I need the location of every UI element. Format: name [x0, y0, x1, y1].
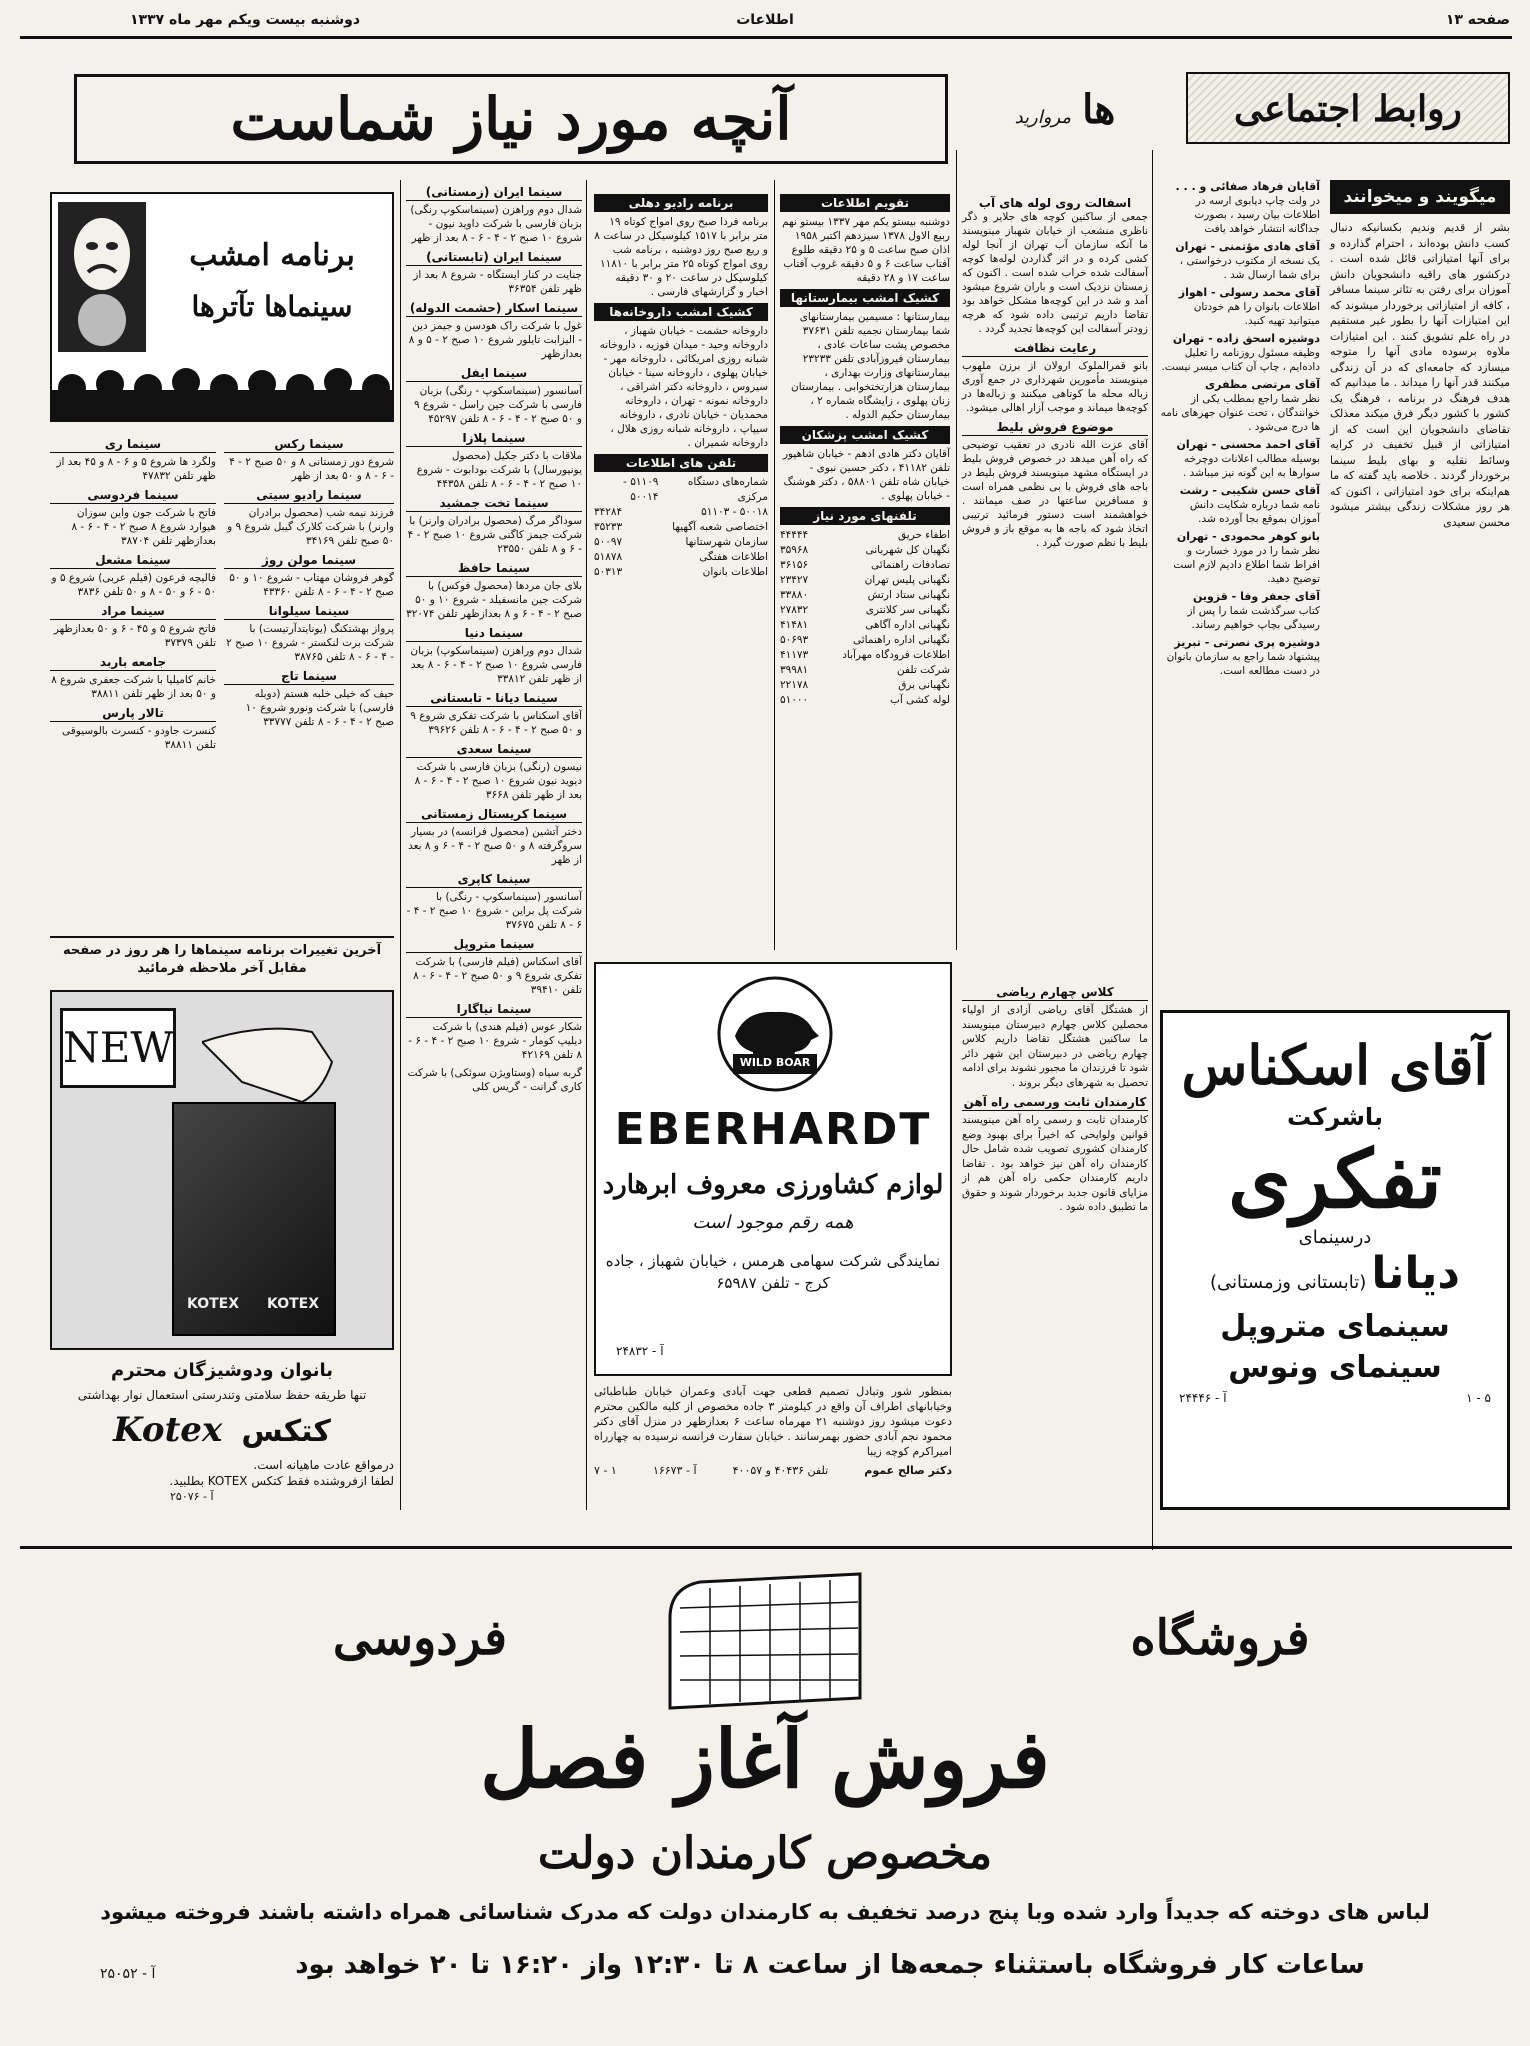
- social-note-title: بانو کوهر محمودی - تهران: [1176, 530, 1320, 543]
- cinema-details: خانم کامیلیا با شرکت جعفری شروع ۸ و ۵۰ بعد از ظهر تلفن ۳۸۸۱۱: [51, 674, 216, 700]
- cinema-name: سینما سعدی: [406, 741, 582, 758]
- phone-row: [780, 648, 950, 663]
- cinema-name: سینما سیلوانا: [224, 603, 394, 620]
- phone-number: ۵۱۱۰۹ - ۵۰۰۱۴: [623, 476, 659, 503]
- phone-row: [780, 588, 950, 603]
- program-title-2: سینماها تآترها: [191, 290, 353, 323]
- phone-row: [594, 505, 768, 520]
- eberhardt-farsi: لوازم کشاورزی معروف ابرهارد: [602, 1170, 944, 1200]
- pharmacies-body: داروخانه حشمت - خیابان شهباز ، داروخانه وحید - میدان فوزیه ، داروخانه شبانه روزی امریکائی ، داروخانه مهر - خیابان پهلوی ، داروخانه سینا - خیابان سیروس ، داروخانه دکتر اشراقی ، داروخانه نمونه - تهران ، داروخانه محمدیان - خیابان نادری ، داروخانه سیپاپ ، داروخانه شبانه روزی هلال ، داروخانه شمیران .: [599, 325, 768, 449]
- eberhardt-address: نمایندگی شرکت سهامی هرمس ، خیابان شهباز ، جاده کرج - تلفن ۶۵۹۸۷: [605, 1252, 941, 1292]
- kotex-brand: [50, 1410, 394, 1450]
- col-rule-4: [586, 180, 587, 1510]
- social-note-title: آقای مرتضی مظفری: [1205, 378, 1320, 391]
- social-banner: [1186, 72, 1510, 144]
- phone-label: سازمان شهرستانها: [685, 536, 768, 548]
- phone-number: ۳۵۹۶۸: [780, 544, 809, 556]
- col-rule-1: [1152, 150, 1153, 1550]
- cinema-name: سینما رکس: [224, 436, 394, 453]
- eberhardt-stock: همه رقم موجود است: [692, 1212, 854, 1233]
- cinema-details: سوداگر مرگ (محصول برادران وارنر) با شرکت جیمز کاگنی شروع ۱۰ صبح ۲ - ۴ - ۶ و ۸ تلفن ۲۳۵۵۰: [407, 515, 582, 555]
- social-note-title: آقای محمد رسولی - اهواز: [1178, 286, 1320, 299]
- phone-row: [780, 678, 950, 693]
- social-note-body: نظر شما را در مورد خسارت و افراط شما اطلاع دادیم لازم است توضیح دهید.: [1173, 545, 1320, 585]
- hospitals-title: کشیک امشب بیمارستانها: [780, 289, 950, 307]
- col-rule-3: [774, 180, 775, 950]
- cinema-name: سینما ایران (تابستانی): [406, 249, 582, 266]
- social-note-title: آقای حسن شکیبی - رشت: [1179, 484, 1320, 497]
- pearls-body1: بانو قمرالملوک ارولان از برزن ملهوب مینویسند مأمورین شهرداری در جمع آوری زباله محله ما کوتاهی میکنند و زباله‌ها در کوچه‌ها میماند و موجب آزار اهالی میشود.: [962, 360, 1148, 414]
- world-banner-title: آنچه مورد نیاز شماست: [230, 85, 792, 153]
- pearls-sub2: موضوع فروش بلیط: [962, 419, 1148, 436]
- phone-number: ۲۳۴۲۷: [780, 574, 809, 586]
- audience-silhouette-icon: [52, 360, 392, 420]
- phone-label: ۵۰۰۱۸ - ۵۱۱۰۳: [701, 506, 768, 518]
- cinema-name: سینما کریستال زمستانی: [406, 806, 582, 823]
- kotex-box-label-1: KOTEX: [186, 1296, 240, 1312]
- program-banner: [50, 192, 394, 422]
- phone-row: [594, 535, 768, 550]
- social-note: [1160, 286, 1320, 328]
- phone-row: [594, 565, 768, 580]
- phone-label: شماره‌های دستگاه مرکزی: [687, 476, 768, 503]
- phone-number: ۵۱۰۰۰: [780, 694, 809, 706]
- cinemas-mid-column: [406, 180, 582, 1098]
- phone-number: ۴۴۴۴۴: [780, 529, 809, 541]
- notice-body: بمنظور شور وتبادل تصمیم قطعی جهت آبادی وعمران خیابان طباطبائی وخیابانهای اطراف آن واقع در کیلومتر ۳ جاده مخصوص از کلیه مالکین محترم دعوت میشود روز دوشنبه ۲۱ مهرماه ساعت ۶ بعدازظهر در منزل آقای دکتر محمود نجم آبادی حضور بهمرسانند . خیابان سفارت فرانسه نرسیده به چهارراه امیراکرم کوچه زیبا: [594, 1385, 953, 1458]
- cinema-listing: [406, 806, 582, 867]
- social-banner-title: روابط اجتماعی: [1234, 88, 1462, 130]
- hospitals-body: بیمارستانها : مسیمین بیمارستانهای شما بیمارستان نجمیه تلفن ۳۷۶۳۱ مخصوص پشت ساعات عادی ، بیمارستان فیروزآبادی تلفن ۲۳۲۳۳ بیمارستانهای وزارت بهداری ، بیمارستان هزارتختخوابی . بیمارستان زنان پهلوی ، زایشگاه شماره ۲ ، بیمارستان حکیم الدوله .: [791, 311, 950, 421]
- cinema-details: نیسون (رنگی) بزبان فارسی با شرکت دیوید نیون شروع ۱۰ صبح ۲ - ۴ - ۶ - ۸ بعد از ظهر تلفن ۳۶۶۸: [414, 761, 582, 801]
- cinema-name: سینما کاپری: [406, 871, 582, 888]
- cinema-details: شدال دوم وراهزن (سینماسکوپ رنگی) بزبان فارسی با شرکت داوید نیون - شروع ۱۰ صبح ۲ - ۴ - ۶ - ۸ بعد از ظهر: [410, 204, 582, 244]
- skenas-code2: ۱ - ۵: [1466, 1391, 1491, 1405]
- cinema-details: کنسرت جاودو - کنسرت بالوسیوقی تلفن ۳۸۸۱۱: [62, 725, 216, 751]
- cinema-details: شروع دور زمستانی ۸ و ۵۰ صبح ۲ - ۴ - ۶ - ۸ و ۵۰ بعد از ظهر: [229, 456, 394, 482]
- phone-label: نگهبانی اداره آگاهی: [865, 619, 950, 631]
- skenas-code1: آ - ۲۴۴۴۶: [1179, 1391, 1227, 1405]
- social-notes: [1160, 180, 1320, 678]
- store-building-icon: [660, 1568, 870, 1718]
- doctors-body: آقایان دکتر هادی ادهم - خیابان شاهپور تلفن ۴۱۱۸۲ ، دکتر حسین نبوی - خیابان شاه تلفن ۵۸۸۰۱ ، دکتر هوشنگ - خیابان پهلوی .: [782, 448, 950, 502]
- calendar-column: [780, 190, 950, 708]
- phone-number: ۳۴۲۸۴: [594, 506, 623, 518]
- kotex-ad: [50, 990, 394, 1503]
- phone-number: ۲۷۸۳۲: [780, 604, 809, 616]
- kotex-box: [172, 1102, 336, 1336]
- phone-number: ۳۶۱۵۶: [780, 559, 809, 571]
- kotex-box-label-2: KOTEX: [266, 1296, 320, 1312]
- phone-row: [594, 520, 768, 535]
- kotex-line1: درمواقع عادت ماهیانه است.: [253, 1458, 394, 1472]
- cinema-name: تالار پارس: [50, 705, 216, 722]
- radio-column: [594, 190, 768, 580]
- ferdowsi-name: فردوسی: [332, 1610, 508, 1666]
- col-rule-5: [400, 180, 401, 1510]
- cinema-listing: [406, 249, 582, 296]
- social-note-body: پیشنهاد شما راجع به سازمان بانوان در دست مطالعه است.: [1166, 651, 1320, 677]
- program-column-b: [224, 432, 394, 733]
- social-note-body: بوسیله مطالب اعلانات دوچرخه سوارها به این گونه نیز میباشد .: [1182, 453, 1320, 479]
- phone-label: اطفاء حریق: [897, 529, 950, 541]
- skenas-title: آقای اسکناس: [1181, 1033, 1489, 1097]
- cinema-details: پرواز بهشتکنگ (یونایتدآرتیست) با شرکت برت لنکستر - شروع ۱۰ صبح ۲ - ۴ - ۶ - ۸ تلفن ۳۸۷۶۵: [226, 623, 394, 663]
- pearls-sub4: کارمندان ثابت ورسمی راه آهن: [963, 1095, 1147, 1109]
- phone-row: [780, 573, 950, 588]
- social-column: [1160, 180, 1320, 682]
- social-note-title: دوشیزه پری نصرتی - تبریز: [1174, 636, 1320, 649]
- pearls-body3: از هشتگل آقای ریاضی آزادی از اولیاء محصلین کلاس چهارم دبیرستان مینویسند ما ساکنین هشتگل تقاضا داریم کلاس چهارم ریاضی در دبیرستان این شهر دائر شود تا فرزندان ما مجبور نشوند برای ادامه تحصیل به شهرهای دیگر بروند .: [962, 1004, 1148, 1089]
- phones-title: تلفنهای مورد نیاز: [780, 507, 950, 525]
- cinema-listing: [406, 560, 582, 621]
- cinema-name: سینما دیانا - تابستانی: [406, 690, 582, 707]
- notice-code2: ۱ - ۷: [594, 1464, 617, 1477]
- phone-label: تصادفات راهنمائی: [871, 559, 950, 571]
- program-listing: [224, 668, 394, 729]
- phone-row: [594, 550, 768, 565]
- phone-row: [780, 663, 950, 678]
- cinema-listing: [406, 430, 582, 491]
- header-rule: [20, 36, 1512, 39]
- cinema-details: شدال دوم وراهزن (سینماسکوپ) بزبان فارسی شروع ۱۰ صبح ۲ - ۴ - ۶ - ۸ بعد از ظهر تلفن ۳۳۸۱۲: [410, 645, 582, 685]
- ferdowsi-store: فروشگاه: [1130, 1610, 1310, 1666]
- ettelaat-phones-title: تلفن های اطلاعات: [594, 454, 768, 472]
- kotex-code: آ - ۲۵۰۷۶: [170, 1490, 214, 1503]
- program-column-a: [50, 432, 216, 756]
- program-listing: [50, 487, 216, 548]
- cinema-details: آقای اسکناس با شرکت تفکری شروع ۹ و ۵۰ صبح ۲ - ۴ - ۶ - ۸ تلفن ۳۹۶۲۶: [410, 710, 582, 736]
- program-listing: [224, 436, 394, 483]
- issue-date: دوشنبه بیست ویکم مهر ماه ۱۳۳۷: [130, 12, 361, 28]
- cinema-details: حیف که خیلی خلبه هستم (دوبله فارسی) با شرکت ونورو شروع ۱۰ صبح ۲ - ۴ - ۶ - ۸ تلفن ۳۳۷۷۷: [245, 688, 394, 728]
- phones-list: [780, 528, 950, 708]
- phone-row: [780, 528, 950, 543]
- cinema-details: آسانسور (سینماسکوپ - رنگی) با شرکت پل براین - شروع ۱۰ صبح ۲ - ۴ - ۶ - ۸ تلفن ۳۷۶۷۵: [406, 891, 582, 931]
- social-note: [1160, 240, 1320, 282]
- phone-number: ۵۰۰۹۷: [594, 536, 623, 548]
- phone-number: ۳۳۸۸۰: [780, 589, 809, 601]
- social-note-body: نامه شما درباره شکایت دانش آموزان بموقع بجا آورده شد.: [1189, 499, 1320, 525]
- cinema-details: فاتح شروع ۵ و ۴۵ - ۶ و ۵۰ بعدازظهر تلفن ۳۷۳۷۹: [53, 623, 216, 649]
- kotex-sub: تنها طریقه حفظ سلامتی وتندرستی استعمال نوار بهداشتی: [77, 1388, 367, 1402]
- social-note-body: نظر شما راجع بمطلب یکی از خوانندگان ، تحت عنوان جهرهای نامه ها درج می‌شود .: [1160, 393, 1320, 433]
- cinema-name: سینما مشعل: [50, 552, 216, 569]
- ferdowsi-line1: لباس های دوخته که جدیداً وارد شده وبا پنج درصد تخفیف به کارمندان دولت که مدرک شناسائی همراه داشته باشند فروخته میشود: [100, 1900, 1430, 1924]
- ferdowsi-code: آ - ۲۵۰۵۲: [100, 1966, 156, 1982]
- pearls-body4: کارمندان ثابت و رسمی راه آهن مینویسند قوانین ولوایحی که اخیراً برای بهبود وضع کارمندان کشوری تصویب شده شامل حال کارمندان راه آهن نیز خواهد بود . تقاضا داریم کارمندان حکمی راه آهن هم از مزایای قانون جدید برخوردار شوند و حقوق ما تطبیق داده شود .: [962, 1114, 1148, 1213]
- notice: [594, 1384, 952, 1504]
- page-number: صفحه ۱۳: [1445, 12, 1510, 28]
- phone-number: ۳۵۲۳۳: [594, 521, 623, 533]
- cinema-name: سینما ایران (زمستانی): [406, 184, 582, 201]
- pearl-banner-title: ها: [1082, 86, 1116, 133]
- social-note: [1160, 484, 1320, 526]
- phone-label: اختصاصی شعبه آگهیها: [672, 521, 768, 533]
- program-listing: [224, 487, 394, 548]
- col-rule-2: [956, 150, 957, 950]
- skenas-diana-sub: (تابستانی وزمستانی): [1209, 1272, 1367, 1293]
- phone-row: [780, 543, 950, 558]
- cinema-name: سینما متروپل: [406, 936, 582, 953]
- phone-label: اطلاعات بانوان: [702, 566, 768, 578]
- program-listing: [50, 603, 216, 650]
- program-listing: [50, 654, 216, 701]
- cinema-details: دختر آتشین (محصول فرانسه) در بسیار سروگرفته ۸ و ۵۰ صبح ۲ - ۴ - ۶ و ۸ بعد از ظهر: [408, 826, 582, 866]
- social-note: [1160, 530, 1320, 586]
- cinema-name: سینما اسکار (حشمت الدوله): [406, 300, 582, 317]
- phone-label: شرکت تلفن: [897, 664, 950, 676]
- cinema-name: سینما پلازا: [406, 430, 582, 447]
- cinema-name: سینما مولن روژ: [224, 552, 394, 569]
- social-note-title: آقایان فرهاد صفائی و . . .: [1175, 180, 1320, 193]
- cinema-details: شکار عوس (فیلم هندی) با شرکت دیلیپ کومار - شروع ۱۰ صبح ۲ - ۴ - ۶ - ۸ تلفن ۴۲۱۶۹: [408, 1021, 582, 1061]
- phone-label: نگهبانی پلیس تهران: [864, 574, 950, 586]
- cinema-name: سینما تاج: [224, 668, 394, 685]
- radio-body: برنامه فردا صبح روی امواج کوتاه ۱۹ متر برابر با ۱۵۱۷ کیلوسیکل در ساعت ۸ و ربع صبح روز دوشنبه ، برنامه شب روی امواج کوتاه ۲۵ متر برابر با ۱۱۸۱۰ کیلوسیکل در ساعت ۲۰ و ۳۰ دقیقه اخبار و گزارشهای فارسی .: [594, 216, 768, 298]
- social-note-title: آقای جعفر وفا - قزوین: [1192, 590, 1320, 603]
- social-note: [1160, 438, 1320, 480]
- cinema-details: فاتح با شرکت جون واین سوزان هیوارد شروع ۸ صبح ۲ - ۴ - ۶ - ۸ بعدازظهر تلفن ۳۸۷۰۴: [71, 507, 216, 547]
- phone-label: اطلاعات فرودگاه مهرآباد: [842, 649, 950, 661]
- pearls-body: جمعی از ساکنین کوچه های جلایر و ذگر ناظری منشعب از خیابان شهباز مینویسند ما آنکه سازمان آب تهران از آنجا لوله کشی کرده و در اثر گذاردن لوله‌ها کوچه آسفالت شده خراب شده است . اکنون که زمستان نزدیک است و باران شروع میشود آمد و شد در این کوچه‌ها مشکل خواهد بود تقاضا داریم ترتیبی داده شود که هرچه زودتر آسفالت این کوچه‌ها تجدید گردد .: [962, 211, 1148, 335]
- pearls-column-lower: [962, 980, 1148, 1215]
- social-note: [1160, 636, 1320, 678]
- pearl-banner-sub: مروارید: [1014, 107, 1072, 128]
- paper-name: اطلاعات: [736, 12, 794, 28]
- eberhardt-code: آ - ۲۴۸۳۲: [616, 1344, 664, 1358]
- pharmacies-title: کشیک امشب داروخانه‌ها: [594, 303, 768, 321]
- skenas-codes: [1163, 1385, 1507, 1405]
- phone-number: ۵۰۶۹۳: [780, 634, 809, 646]
- doctors-title: کشیک امشب پزشکان: [780, 426, 950, 444]
- skenas-name: تفکری: [1228, 1132, 1442, 1226]
- notice-code1: آ - ۱۶۶۷۳: [652, 1464, 697, 1477]
- cinema-name: سینما فردوسی: [50, 487, 216, 504]
- pearl-banner: [970, 86, 1160, 142]
- cinema-name: سینما نیاگارا: [406, 1001, 582, 1018]
- phone-number: ۴۱۱۷۳: [780, 649, 809, 661]
- cinema-details: ملاقات با دکتر جکیل (محصول یونیورسال) با شرکت بودابوت - شروع ۱۰ صبح ۲ - ۴ - ۶ - ۸ تلفن ۴۴۳۵۸: [416, 450, 582, 490]
- cinema-listing: [406, 184, 582, 245]
- cinema-details: آسانسور (سینماسکوپ - رنگی) بزبان فارسی با شرکت جین راسل - شروع ۹ و ۵۰ صبح ۲ - ۴ - ۶ - ۸ تلفن ۴۵۲۹۷: [414, 385, 582, 425]
- cinema-listing: [406, 300, 582, 361]
- social-note-body: وظیفه مسئول روزنامه را تعلیل داده‌ایم ، چاپ آن کتاب میسر نیست.: [1161, 347, 1320, 373]
- phone-label: نگهبانی ستاد ارتش: [867, 589, 950, 601]
- cinema-details: ولگرد ها شروع ۵ و ۶ - ۸ و ۴۵ بعد از ظهر تلفن ۴۷۸۳۲: [56, 456, 216, 482]
- cinema-listing: [406, 1001, 582, 1062]
- cinema-details: جنایت در کنار ایستگاه - شروع ۸ بعد از ظهر تلفن ۳۶۳۵۴: [413, 269, 582, 295]
- cinema-details: غول با شرکت راک هودسن و جیمز دین - الیزابت تایلور شروع ۱۰ صبح ۲ - ۵ و ۸ بعدازظهر: [408, 320, 582, 360]
- cinema-listing: [406, 871, 582, 932]
- notice-phone: تلفن ۴۰۴۳۶ و ۴۰۰۵۷: [732, 1464, 829, 1477]
- social-note-title: آقای هادی مؤتمنی - تهران: [1175, 240, 1320, 253]
- pearls-column: [962, 196, 1148, 550]
- cinema-name: سینما تخت جمشید: [406, 495, 582, 512]
- phone-number: ۳۹۹۸۱: [780, 664, 809, 676]
- social-note-title: آقای احمد محسنی - تهران: [1176, 438, 1320, 451]
- social-note-title: دوشیزه اسحق زاده - تهران: [1172, 332, 1320, 345]
- skenas-ad: [1160, 1010, 1510, 1510]
- phone-number: ۴۱۴۸۱: [780, 619, 809, 631]
- phone-label: نگهبانی اداره راهنمائی: [853, 634, 950, 646]
- pearls-body2: آقای عزت الله نادری در تعقیب توضیحی که راه آهن میدهد در خصوص فروش بلیط در ایستگاه مشهد مینویسند فروش بلیط در باجه های فروش با بی نظمی همراه است و مسافرین ساعتها در صف میمانند . خواهشمند است دستور فرمائید ترتیبی اتخاذ شود که باجه ها به موقع باز و فروش بلیط با نظم صورت گیرد .: [962, 439, 1148, 549]
- kotex-brand-farsi: کتکس: [241, 1414, 331, 1449]
- phone-number: ۵۰۳۱۳: [594, 566, 623, 578]
- cinema-details: فالیچه فرعون (فیلم عربی) شروع ۵ و ۵۰ - ۶ و ۵۰ - ۸ و ۵۰ تلفن ۳۸۳۶: [51, 572, 216, 598]
- cinema-name: سینما رادیو سیتی: [224, 487, 394, 504]
- program-listing: [50, 436, 216, 483]
- cinema-name: سینما حافظ: [406, 560, 582, 577]
- program-footer: آخرین تغییرات برنامه سینماها را هر روز در صفحه مقابل آخر ملاحظه فرمائید: [50, 936, 394, 978]
- radio-title: برنامه رادیو دهلی: [594, 194, 768, 212]
- eberhardt-badge: WILD BOAR: [739, 1056, 811, 1069]
- skenas-metropol: سینمای متروپل: [1220, 1309, 1450, 1344]
- eberhardt-brand: EBERHARDT: [614, 1104, 932, 1155]
- cinema-listing: [406, 690, 582, 737]
- eberhardt-ad: [594, 962, 952, 1376]
- ferdowsi-for: مخصوص کارمندان دولت: [537, 1828, 993, 1879]
- social-note-body: کتاب سرگذشت شما را پس از رسیدگی بچاپ خواهیم رساند.: [1187, 605, 1320, 631]
- skenas-with: باشرکت: [1287, 1103, 1383, 1131]
- notice-footer: [594, 1463, 952, 1478]
- notice-sign: دکتر صالح عموم: [864, 1464, 952, 1477]
- kotex-line2: لطفا ازفروشنده فقط کتکس KOTEX بطلبید.: [169, 1474, 394, 1488]
- phone-label: نگهبان کل شهربانی: [865, 544, 950, 556]
- program-listing: [224, 552, 394, 599]
- letters-title: میگویند و میخوانند: [1330, 180, 1510, 214]
- pearls-sub1: رعایت نظافت: [962, 340, 1148, 357]
- cinema-details: گوهر فروشان مهتاب - شروع ۱۰ و ۵۰ صبح ۲ - ۴ - ۶ - ۸ تلفن ۴۳۳۶۰: [229, 572, 394, 598]
- kotex-new-badge: NEW: [60, 1008, 176, 1088]
- social-note-body: یک نسخه از مکتوب درخواستی ، برای شما ارسال شد .: [1179, 255, 1320, 281]
- cinema-name: سینما ری: [50, 436, 216, 453]
- calendar-body: دوشنبه بیستو یکم مهر ۱۳۳۷ بیستو نهم ربیع الاول ۱۳۷۸ سیزدهم اکتبر ۱۹۵۸ اذان صبح ساعت ۵ و ۲۵ دقیقه طلوع آفتاب ساعت ۶ و ۵ دقیقه غروب آفتاب ساعت ۱۷ و ۲۸ دقیقه: [782, 216, 950, 284]
- social-note: [1160, 590, 1320, 632]
- social-note: [1160, 332, 1320, 374]
- social-note-body: اطلاعات بانوان را هم خودتان میتوانید تهیه کنید.: [1193, 301, 1320, 327]
- cinema-listing: [406, 741, 582, 802]
- phone-row: [780, 558, 950, 573]
- cinema-details: آقای اسکناس (فیلم فارسی) با شرکت تفکری شروع ۹ و ۵۰ صبح ۲ - ۴ - ۶ - ۸ تلفن ۳۹۴۱۰: [413, 956, 582, 996]
- skenas-diana: دیانا: [1371, 1248, 1461, 1299]
- cinema-name: سینما ایفل: [406, 365, 582, 382]
- phone-label: لوله کشی آب: [889, 694, 950, 706]
- program-listing: [50, 705, 216, 752]
- letters-column: [1330, 180, 1510, 530]
- ferdowsi-sale: فروش آغاز فصل: [480, 1712, 1050, 1806]
- cinema-name: جامعه باربد: [50, 654, 216, 671]
- hand-icon: [202, 1002, 342, 1112]
- letters-body: بشر از قدیم وندیم بکسانیکه دنبال کسب دانش بوده‌اند ، احترام گذارده و برای آنها امتیازاتی قائل شده است . درکشور های راقیه دانشجویان دانش آموزان برای رفتن به تئاتر سینما مسافر ، کافه از امتیازاتی برخوردار میشوند که این امتیازات آنها را بطور غیر مستقیم در راه علم تشویق کنند . این امتیازات ملاوه برسوده مادی آنها را متوجه میسازد که جامعه‌ای که در آن زندگی میکنند قدر آنها را میداند . ما میدانیم که هدف فرهنگ در برنامه ، فرهنگ یک کشور با کشور دیگر فرق میکند معذلک تقاضای دانشجویان این است که از امتیازاتی از قبیل تخفیف در کرایه وسائط نقلیه و بهای بلیط سینما برخوردار گردند . خلاصه باید گفته که ما هم‌اینکه برای خود امتیازاتی ، اکنون که هر روز مشکلات زندگی بیشتر میشود محسن سعیدی: [1330, 221, 1510, 529]
- cinema-listing: [406, 936, 582, 997]
- kotex-photo: [50, 990, 394, 1350]
- program-listing: [50, 552, 216, 599]
- calendar-title: تقویم اطلاعات: [780, 194, 950, 212]
- social-note-body: در ولت چاپ دیابوی ارسه در اطلاعات بیان رسید ، بصورت جداگانه انتشار خواهد یافت: [1194, 195, 1320, 235]
- cinema-listing: [406, 365, 582, 426]
- world-banner: [74, 74, 948, 164]
- phone-label: نگهبانی برق: [898, 679, 950, 691]
- phone-row: [780, 693, 950, 708]
- phone-number: ۲۲۱۷۸: [780, 679, 809, 691]
- cinema-name: سینما دنیا: [406, 625, 582, 642]
- phone-number: ۵۱۸۷۸: [594, 551, 623, 563]
- phone-label: نگهبانی سر کلانتری: [865, 604, 950, 616]
- phone-row: [594, 475, 768, 505]
- cinema-listing: [406, 495, 582, 556]
- ferdowsi-line2: ساعات کار فروشگاه باستثناء جمعه‌ها از ساعت ۸ تا ۱۲:۳۰ واز ۱۶:۲۰ تا ۲۰ خواهد بود: [295, 1950, 1365, 1980]
- program-listing: [224, 603, 394, 664]
- cinema-details: بلای جان مردها (محصول فوکس) با شرکت جین مانسفیلد - شروع ۱۰ و ۵۰ صبح ۲ - ۴ - ۶ و ۸ بعدازظهر تلفن ۳۲۰۷۴: [406, 580, 582, 620]
- skenas-venus: سینمای ونوس: [1228, 1350, 1442, 1385]
- pearls-sub3: کلاس چهارم ریاضی: [962, 984, 1148, 1001]
- cinema-details: فرزند نیمه شب (محصول برادران وارنر) با شرکت کلارک گیبل شروع ۹ و ۵۰ صبح تلفن ۳۴۱۶۹: [227, 507, 394, 547]
- wild-boar-icon: [715, 974, 835, 1094]
- kotex-brand-latin: Kotex: [113, 1410, 223, 1450]
- kotex-title: بانوان ودوشیزگان محترم: [111, 1360, 333, 1381]
- cinemas-footer: گربه سیاه (وستاویژن سوئکی) با شرکت کاری گرانت - گریس کلی: [407, 1067, 582, 1093]
- phone-label: اطلاعات هفتگی: [699, 551, 768, 563]
- bottom-rule: [20, 1546, 1512, 1549]
- phone-row: [780, 618, 950, 633]
- program-title-1: برنامه امشب: [189, 238, 355, 273]
- cinema-listing: [406, 625, 582, 686]
- theatre-masks-icon: [58, 202, 146, 352]
- social-note: [1160, 180, 1320, 236]
- cinema-name: سینما مراد: [50, 603, 216, 620]
- skenas-cinema-label: درسینمای: [1298, 1227, 1372, 1248]
- phone-row: [780, 633, 950, 648]
- phone-row: [780, 603, 950, 618]
- social-note: [1160, 378, 1320, 434]
- pearls-intro: اسفالت روی لوله های آب: [978, 196, 1132, 210]
